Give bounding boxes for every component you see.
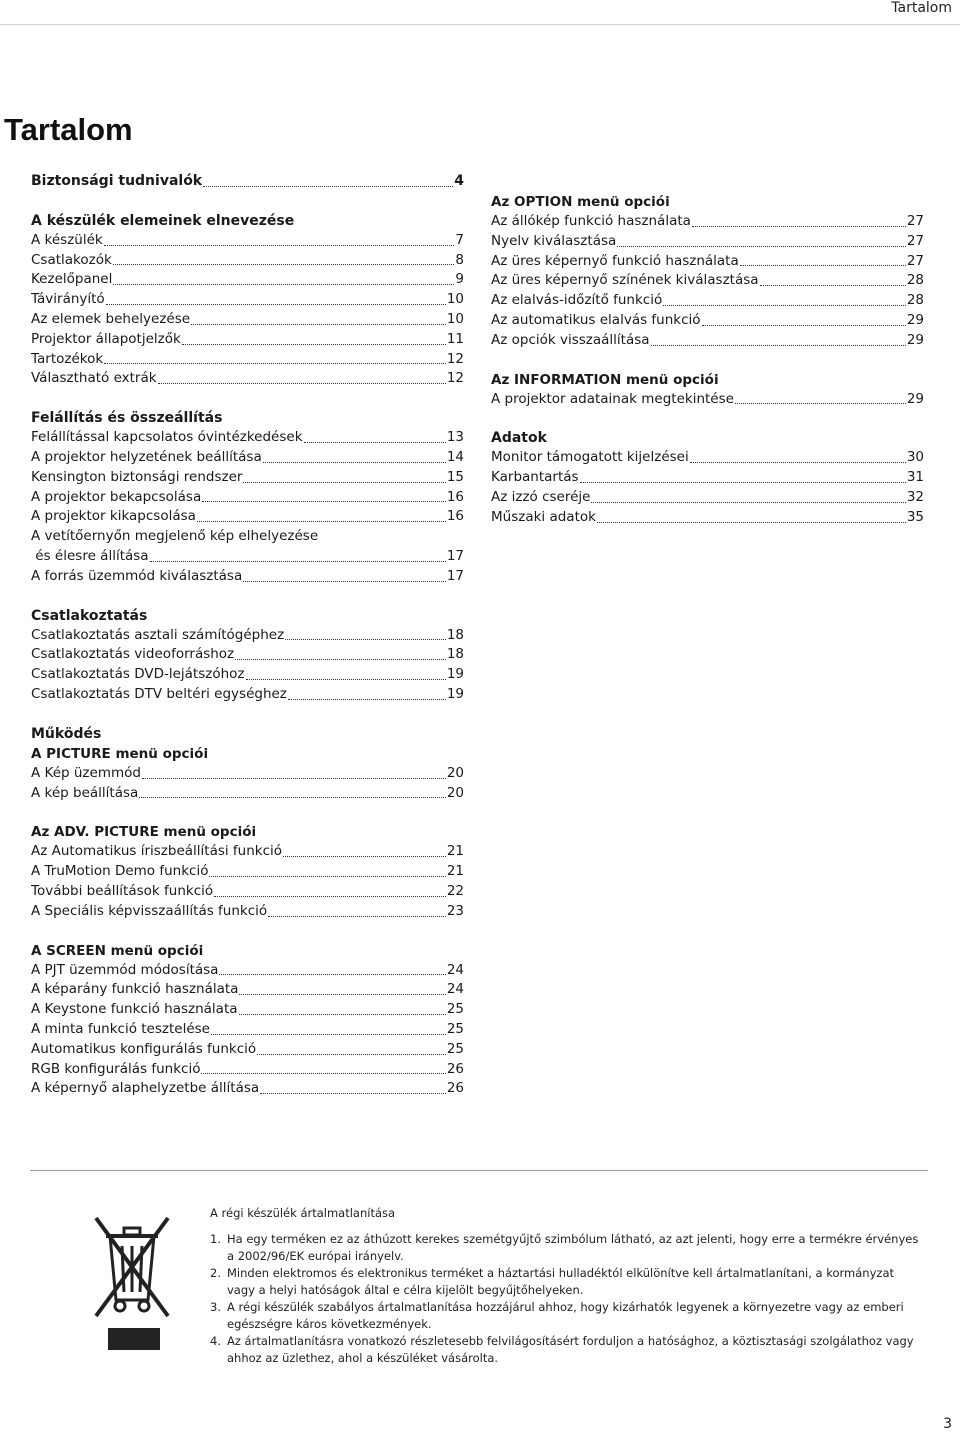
toc-entry[interactable]: [491, 488, 924, 508]
toc-entry[interactable]: [491, 271, 924, 291]
dot-leader: [211, 1034, 446, 1035]
toc-entry-page: 14: [446, 448, 464, 465]
notice-item: [210, 1265, 925, 1299]
dot-leader: [246, 679, 446, 680]
toc-entry[interactable]: [31, 448, 464, 468]
dot-leader: [304, 442, 446, 443]
dot-leader: [104, 245, 455, 246]
toc-entry-page: 31: [906, 469, 924, 486]
dot-leader: [191, 324, 446, 325]
dot-leader: [158, 383, 446, 384]
toc-list: [31, 764, 464, 804]
toc-entry-label: A projektor kikapcsolása: [31, 508, 196, 525]
toc-entry[interactable]: [31, 685, 464, 705]
toc-list: [31, 842, 464, 921]
notice-list: [210, 1231, 925, 1367]
header-divider: [0, 24, 960, 25]
notice-item-number: 3.: [210, 1300, 221, 1314]
toc-entry-label: Biztonsági tudnivalók: [31, 173, 203, 189]
toc-entry-label: A PJT üzemmód módosítása: [31, 961, 219, 978]
toc-entry[interactable]: [31, 1020, 464, 1040]
toc-entry[interactable]: [31, 270, 464, 290]
toc-entry-label: Projektor állapotjelzők: [31, 330, 181, 347]
toc-entry-page: 7: [455, 231, 464, 248]
toc-entry[interactable]: [31, 369, 464, 389]
toc-entry-label: Csatlakoztatás videoforráshoz: [31, 646, 235, 663]
toc-entry-label: Választható extrák: [31, 370, 157, 387]
dot-leader: [239, 1014, 446, 1015]
dot-leader: [214, 896, 446, 897]
toc-entry-label: Az elemek behelyezése: [31, 310, 191, 327]
dot-leader: [690, 462, 906, 463]
toc-entry[interactable]: [31, 428, 464, 448]
toc-entry-label: Tartozékok: [31, 350, 104, 367]
notice-item-text: Minden elektromos és elektronikus terméket a háztartási hulladéktól elkülönítve kell ártalmatlanítani, a kormányzat vagy a helyi hatóságok által e célra kijelölt begyűjtőhelyeken.: [227, 1266, 894, 1297]
section-data: [491, 428, 924, 527]
toc-entry-label: Csatlakoztatás DTV beltéri egységhez: [31, 685, 287, 702]
toc-list: [31, 231, 464, 389]
spacer: [31, 803, 464, 822]
spacer: [31, 705, 464, 724]
toc-entry[interactable]: [31, 862, 464, 882]
toc-entry-label: Csatlakoztatás asztali számítógéphez: [31, 626, 285, 643]
toc-entry-label: A forrás üzemmód kiválasztása: [31, 567, 243, 584]
disposal-notice: [210, 1205, 925, 1367]
toc-entry-label: Csatlakozók: [31, 251, 112, 268]
dot-leader: [263, 462, 446, 463]
toc-entry-label: Az izzó cseréje: [491, 488, 591, 505]
toc-entry[interactable]: [491, 508, 924, 528]
toc-entry-label: A Speciális képvisszaállítás funkció: [31, 902, 268, 919]
toc-entry-page: 20: [446, 764, 464, 781]
toc-entry-label: Automatikus konfigurálás funkció: [31, 1040, 257, 1057]
toc-entry[interactable]: [31, 842, 464, 862]
toc-entry-label: Műszaki adatok: [491, 508, 596, 525]
dot-leader: [243, 581, 446, 582]
page-title: Tartalom: [4, 112, 133, 147]
toc-entry-label: Az állókép funkció használata: [491, 213, 691, 229]
toc-entry-page: 20: [446, 784, 464, 801]
dot-leader: [257, 1054, 446, 1055]
section-title: Felállítás és összeállítás: [31, 410, 223, 427]
dot-leader: [219, 974, 445, 975]
dot-leader: [201, 1073, 445, 1074]
toc-entry-page: 16: [446, 508, 464, 525]
dot-leader: [113, 264, 455, 265]
notice-item: [210, 1299, 925, 1333]
toc-entry-label: Az Automatikus íriszbeállítási funkció: [31, 843, 283, 860]
notice-item: [210, 1231, 925, 1265]
toc-entry-page: 26: [446, 1060, 464, 1077]
spacer: [31, 922, 464, 941]
toc-entry[interactable]: [491, 311, 924, 331]
subsection-title: A SCREEN menü opciói: [31, 942, 204, 959]
toc-entry[interactable]: [31, 626, 464, 646]
toc-entry-label: A projektor adatainak megtekintése: [491, 390, 734, 407]
dot-leader: [288, 699, 446, 700]
toc-entry-page: 18: [446, 646, 464, 663]
toc-entry-page: 21: [446, 843, 464, 860]
toc-entry-page: 12: [446, 350, 464, 367]
toc-entry-label: További beállítások funkció: [31, 882, 214, 899]
toc-entry-safety[interactable]: [31, 172, 464, 192]
toc-entry-page: 29: [906, 331, 924, 348]
toc-list: [491, 390, 924, 410]
notice-title: A régi készülék ártalmatlanítása: [210, 1206, 396, 1220]
toc-entry-label: Kezelőpanel: [31, 271, 113, 288]
toc-entry[interactable]: [31, 567, 464, 587]
toc-entry[interactable]: [31, 1079, 464, 1099]
toc-entry-page: 27: [906, 232, 924, 249]
section-title: A készülék elemeinek elnevezése: [31, 212, 295, 229]
toc-entry[interactable]: [491, 331, 924, 351]
toc-entry[interactable]: [31, 902, 464, 922]
dot-leader: [268, 916, 446, 917]
toc-entry-page: 8: [455, 251, 464, 268]
dot-leader: [243, 482, 445, 483]
toc-entry[interactable]: [31, 330, 464, 350]
dot-leader: [203, 186, 453, 187]
toc-entry[interactable]: [491, 390, 924, 410]
toc-entry-label: A kép beállítása: [31, 784, 139, 801]
toc-entry-page: 28: [906, 272, 924, 289]
toc-entry-page: 27: [906, 213, 924, 229]
section-title: Működés: [31, 725, 102, 742]
dot-leader: [197, 521, 446, 522]
dot-leader: [239, 994, 445, 995]
toc-entry-page: 17: [446, 567, 464, 584]
dot-leader: [150, 561, 446, 562]
toc-entry[interactable]: [491, 468, 924, 488]
toc-entry[interactable]: [491, 448, 924, 468]
solid-bar-symbol: [108, 1328, 160, 1350]
toc-entry-label: Monitor támogatott kijelzései: [491, 449, 689, 466]
dot-leader: [235, 659, 446, 660]
toc-entry-label: A Keystone funkció használata: [31, 1001, 238, 1018]
dot-leader: [597, 522, 906, 523]
toc-entry[interactable]: [31, 310, 464, 330]
spacer: [491, 409, 924, 428]
toc-entry-label: és élesre állítása: [31, 547, 149, 564]
toc-entry-label: Az elalvás-időzítő funkció: [491, 292, 663, 309]
toc-entry[interactable]: [491, 291, 924, 311]
toc-entry-label: Csatlakoztatás DVD-lejátszóhoz: [31, 666, 245, 683]
toc-entry-page: 26: [446, 1080, 464, 1097]
toc-entry[interactable]: [31, 882, 464, 902]
crossed-out-wheelie-bin-icon: [82, 1208, 182, 1328]
toc-entry-page: 35: [906, 508, 924, 525]
toc-entry-label: Az automatikus elalvás funkció: [491, 311, 701, 328]
toc-entry-page: 30: [906, 449, 924, 466]
toc-entry-page: 11: [446, 330, 464, 347]
toc-entry-label: A TruMotion Demo funkció: [31, 863, 209, 880]
toc-entry-page: 4: [454, 173, 464, 189]
toc-entry[interactable]: [491, 252, 924, 272]
toc-entry[interactable]: [31, 468, 464, 488]
toc-entry-page: 24: [446, 961, 464, 978]
dot-leader: [663, 305, 906, 306]
toc-entry[interactable]: [31, 645, 464, 665]
toc-entry[interactable]: [31, 231, 464, 251]
toc-entry-page: 23: [446, 902, 464, 919]
toc-entry-page: 19: [446, 685, 464, 702]
subsection-title: A PICTURE menü opciói: [31, 745, 209, 762]
toc-entry[interactable]: [31, 1000, 464, 1020]
toc-entry-page: 25: [446, 1040, 464, 1057]
toc-entry-page: 15: [446, 468, 464, 485]
toc-entry-label: Nyelv kiválasztása: [491, 232, 617, 249]
dot-leader: [285, 639, 446, 640]
toc-entry-label: A minta funkció tesztelése: [31, 1020, 210, 1037]
toc-entry-page: 29: [906, 390, 924, 407]
dot-leader: [106, 304, 446, 305]
notice-item-number: 4.: [210, 1334, 221, 1348]
section-title: Adatok: [491, 430, 547, 447]
section-option: [491, 192, 924, 351]
section-title: Csatlakoztatás: [31, 607, 148, 624]
dot-leader: [142, 778, 446, 779]
toc-entry-label: Az opciók visszaállítása: [491, 331, 650, 348]
dot-leader: [209, 876, 445, 877]
toc-entry[interactable]: [31, 251, 464, 271]
spacer: [491, 351, 924, 370]
subsection-title: Az INFORMATION menü opciói: [491, 371, 719, 388]
toc-entry-page: 25: [446, 1020, 464, 1037]
toc-entry-label: Kensington biztonsági rendszer: [31, 468, 243, 485]
dot-leader: [692, 226, 906, 227]
toc-entry[interactable]: [31, 547, 464, 567]
subsection-title: Az OPTION menü opciói: [491, 194, 670, 210]
toc-entry-page: 19: [446, 666, 464, 683]
toc-entry-page: 18: [446, 626, 464, 643]
footer-divider: [30, 1170, 928, 1171]
toc-entry-page: 17: [446, 547, 464, 564]
toc-entry-multiline-first[interactable]: A vetítőernyőn megjelenő kép elhelyezése: [31, 528, 319, 545]
notice-item-number: 1.: [210, 1232, 221, 1246]
dot-leader: [735, 403, 906, 404]
dot-leader: [182, 344, 446, 345]
notice-item-text: Ha egy terméken ez az áthúzott kerekes szemétgyűjtő szimbólum látható, az azt jelenti, hogy erre a termékre érvényes a 2002/96/EK európai irányelv.: [227, 1232, 919, 1263]
section-setup: [31, 408, 464, 586]
toc-entry-page: 13: [446, 429, 464, 446]
toc-list: [31, 961, 464, 1100]
toc-list: [491, 212, 924, 351]
toc-entry-page: 28: [906, 292, 924, 309]
toc-entry-page: 32: [906, 488, 924, 505]
dot-leader: [760, 285, 906, 286]
toc-entry-label: A projektor helyzetének beállítása: [31, 448, 262, 465]
toc-entry-label: Az üres képernyő funkció használata: [491, 252, 739, 269]
toc-entry-label: Az üres képernyő színének kiválasztása: [491, 272, 759, 289]
toc-entry[interactable]: [31, 507, 464, 527]
toc-entry-label: A projektor bekapcsolása: [31, 488, 202, 505]
toc-entry-page: 12: [446, 370, 464, 387]
toc-entry-page: 22: [446, 882, 464, 899]
toc-entry-page: 9: [455, 271, 464, 288]
toc-entry-page: 24: [446, 981, 464, 998]
dot-leader: [591, 502, 905, 503]
toc-entry-page: 10: [446, 310, 464, 327]
notice-item: [210, 1333, 925, 1367]
toc-entry-page: 10: [446, 291, 464, 308]
toc-entry-label: A képarány funkció használata: [31, 981, 239, 998]
toc-entry[interactable]: [31, 350, 464, 370]
toc-entry[interactable]: [491, 212, 924, 232]
dot-leader: [113, 284, 454, 285]
dot-leader: [617, 246, 906, 247]
toc-entry-page: 27: [906, 252, 924, 269]
toc-entry[interactable]: [31, 1040, 464, 1060]
toc-entry[interactable]: [31, 290, 464, 310]
spacer: [31, 587, 464, 606]
toc-entry[interactable]: [491, 232, 924, 252]
page-number: 3: [943, 1416, 952, 1432]
section-parts: [31, 211, 464, 389]
toc-entry-label: Karbantartás: [491, 469, 579, 486]
toc-entry[interactable]: [31, 784, 464, 804]
dot-leader: [260, 1093, 446, 1094]
header-title: Tartalom: [891, 0, 952, 16]
toc-entry-label: Felállítással kapcsolatos óvintézkedések: [31, 429, 303, 446]
toc-entry-label: RGB konfigurálás funkció: [31, 1060, 201, 1077]
subsection-title: Az ADV. PICTURE menü opciói: [31, 824, 257, 841]
dot-leader: [202, 501, 446, 502]
notice-item-text: A régi készülék szabályos ártalmatlanítása hozzájárul ahhoz, hogy kizárhatók legyenek a környezetre vagy az emberi egészségre káros következmények.: [227, 1300, 904, 1331]
section-information: [491, 370, 924, 410]
dot-leader: [651, 345, 906, 346]
toc-entry[interactable]: [31, 764, 464, 784]
toc-entry[interactable]: [31, 665, 464, 685]
toc-list: [31, 626, 464, 705]
toc-entry-label: A Kép üzemmód: [31, 764, 141, 781]
toc-left-column: [31, 172, 464, 1099]
toc-entry[interactable]: [31, 1060, 464, 1080]
notice-item-text: Az ártalmatlanításra vonatkozó részletesebb felvilágosításért forduljon a hatósághoz, a köztisztasági szolgálathoz vagy ahhoz az üzlethez, ahol a készüléket vásárolta.: [227, 1334, 914, 1365]
dot-leader: [580, 482, 906, 483]
dot-leader: [702, 325, 906, 326]
section-operation: [31, 724, 464, 1099]
spacer: [31, 192, 464, 211]
toc-entry-label: A készülék: [31, 231, 103, 248]
toc-entry[interactable]: [31, 961, 464, 981]
toc-entry-page: 21: [446, 863, 464, 880]
toc-entry-label: A képernyő alaphelyzetbe állítása: [31, 1080, 260, 1097]
section-connect: [31, 606, 464, 705]
toc-entry[interactable]: [31, 980, 464, 1000]
dot-leader: [139, 797, 446, 798]
toc-list: [491, 448, 924, 527]
toc-entry-page: 29: [906, 311, 924, 328]
notice-item-number: 2.: [210, 1266, 221, 1280]
dot-leader: [104, 363, 446, 364]
spacer: [31, 389, 464, 408]
toc-entry-page: 16: [446, 488, 464, 505]
toc-entry[interactable]: [31, 488, 464, 508]
toc-entry-label: Távirányító: [31, 291, 105, 308]
dot-leader: [740, 265, 906, 266]
dot-leader: [283, 856, 446, 857]
toc-list: [31, 428, 464, 527]
toc-right-column: [491, 192, 924, 528]
toc-entry-page: 25: [446, 1001, 464, 1018]
